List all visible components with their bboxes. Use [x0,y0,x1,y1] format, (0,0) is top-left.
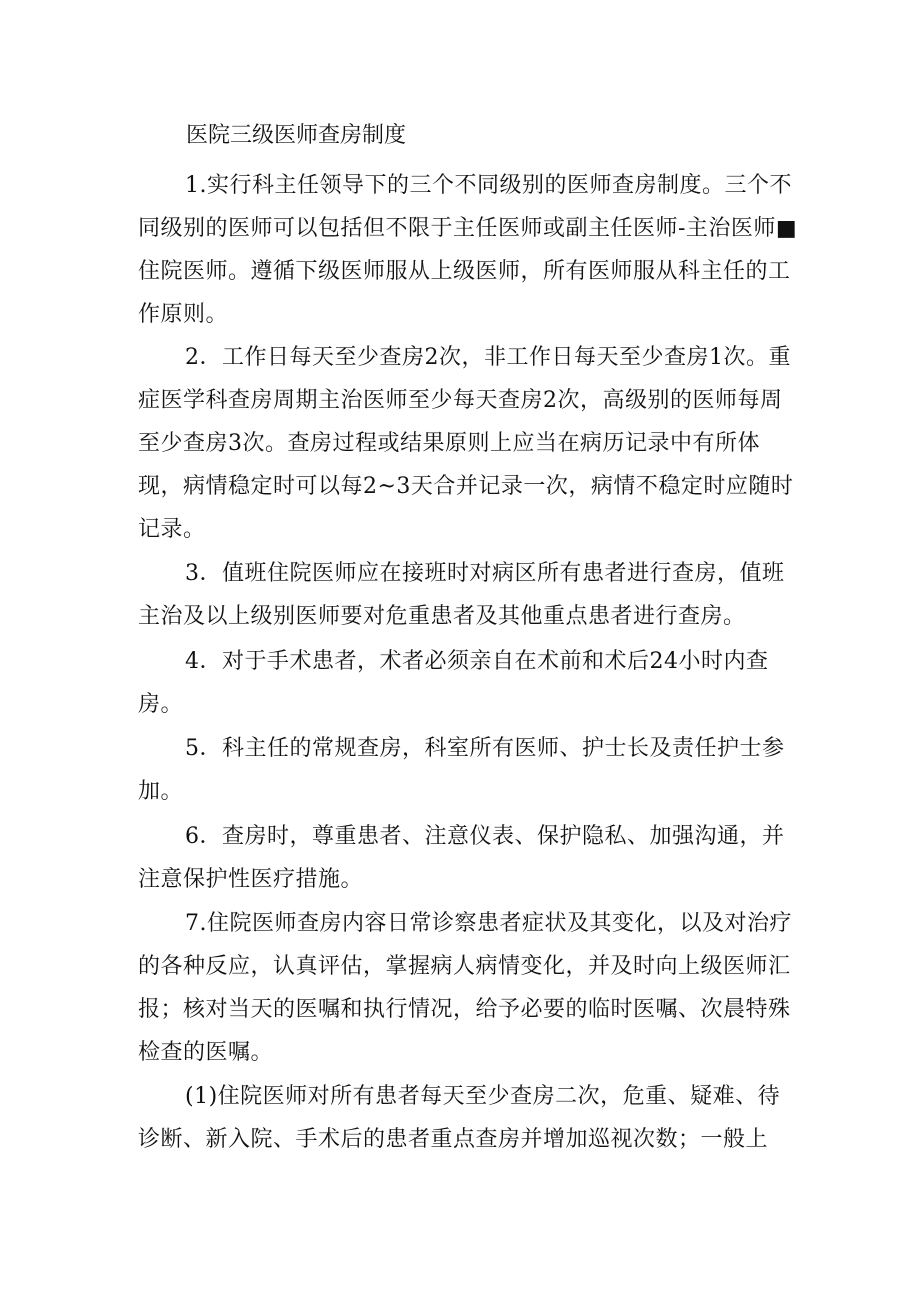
paragraph-6: 6．查房时，尊重患者、注意仪表、保护隐私、加强沟通，并注意保护性医疗措施。 [138,824,785,892]
paragraph-5: 5．科主任的常规查房，科室所有医师、护士长及责任护士参加。 [138,736,785,804]
paragraph-2: 2．工作日每天至少查房2次，非工作日每天至少查房1次。重症医学科查房周期主治医师至少每天查房2次，高级别的医师每周至少查房3次。查房过程或结果原则上应当在病历记录中有所体现，病情稳定时可以每2~3天合并记录一次，病情不稳定时应随时记录。 [138,345,794,542]
paragraph-3: 3．值班住院医师应在接班时对病区所有患者进行查房，值班主治及以上级别医师要对危重患者及其他重点患者进行查房。 [138,561,785,629]
document-title: 医院三级医师查房制度 [186,123,407,148]
paragraph-4: 4．对于手术患者，术者必须亲自在术前和术后24小时内查房。 [138,649,769,717]
paragraph-1: 1.实行科主任领导下的三个不同级别的医师查房制度。三个不同级别的医师可以包括但不限于主任医师或副主任医师-主治医师■住院医师。遵循下级医师服从上级医师，所有医师服从科主任的工作原则。 [138,173,798,327]
paragraph-7-1: (1)住院医师对所有患者每天至少查房二次，危重、疑难、待诊断、新入院、手术后的患者重点查房并增加巡视次数；一般上 [138,1084,781,1152]
paragraph-7: 7.住院医师查房内容日常诊察患者症状及其变化，以及对治疗的各种反应，认真评估，掌握病人病情变化，并及时向上级医师汇报；核对当天的医嘱和执行情况，给予必要的临时医嘱、次晨特殊检查的医嘱。 [138,911,792,1065]
